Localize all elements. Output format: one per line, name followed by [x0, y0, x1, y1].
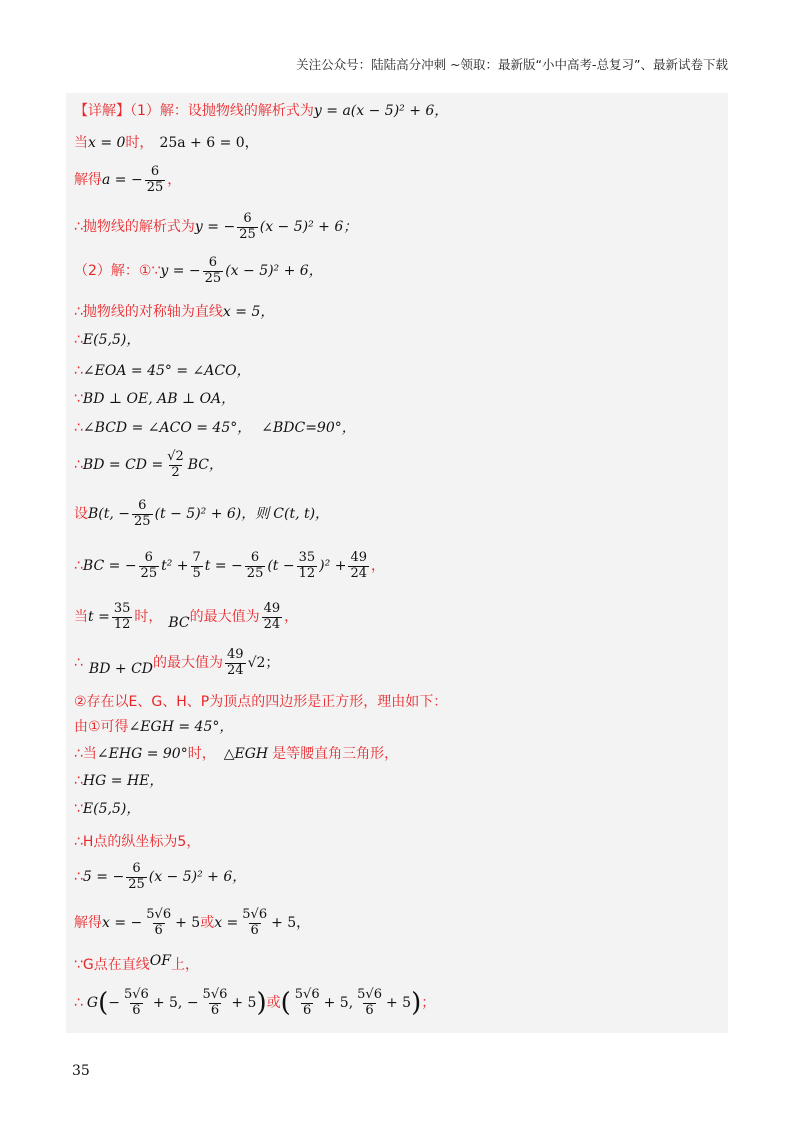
fraction [191, 551, 203, 582]
left-paren-icon: ( [98, 988, 109, 1019]
line-text: 时， [134, 609, 163, 626]
math-expr: x = [214, 915, 239, 932]
line-text: 解得 [74, 915, 102, 932]
line-text: ∴ [74, 995, 83, 1012]
fraction-denominator: 6 [154, 922, 163, 938]
fraction [203, 256, 224, 287]
fraction-denominator: 2 [171, 464, 180, 480]
fraction [112, 602, 133, 633]
fraction [225, 648, 246, 679]
solution-line-22 [74, 862, 246, 893]
fraction [165, 450, 186, 481]
solution-line-19 [74, 774, 163, 788]
math-expr: BC = − [82, 558, 137, 575]
solution-line-12 [74, 499, 329, 530]
math-expr: t = [88, 609, 110, 626]
math-expr: (x − 5)² + 6， [148, 869, 247, 886]
math-expr: √2； [247, 655, 280, 672]
fraction [262, 602, 283, 633]
line-text: ， [167, 172, 182, 189]
fraction-denominator: 6 [132, 1002, 141, 1018]
fraction-numerator: 6 [138, 498, 147, 513]
page-number: 35 [72, 1063, 90, 1079]
fraction-denominator: 25 [134, 513, 151, 529]
math-expr: y = − [160, 263, 201, 280]
math-expr: G [86, 995, 99, 1012]
math-expr: BD + CD [88, 661, 154, 678]
solution-line-13 [74, 551, 385, 582]
line-text: 当 [74, 609, 88, 626]
line-text: ∴当 [74, 746, 97, 762]
fraction [126, 862, 147, 893]
solution-line-6 [74, 305, 274, 319]
math-expr: + 5 [231, 995, 257, 1012]
fraction-numerator: 5√6 [294, 987, 320, 1002]
math-expr: x = 5， [222, 304, 275, 320]
line-text: 上， [170, 957, 199, 973]
math-expr: + 5 [175, 915, 201, 932]
fraction-denominator: 25 [246, 565, 264, 581]
math-expr: ∠EHG = 90° [96, 746, 188, 762]
fraction [297, 551, 318, 582]
fraction-numerator: 5√6 [357, 987, 382, 1002]
math-expr: E(5,5)， [82, 332, 141, 348]
fraction-numerator: 6 [150, 164, 160, 179]
math-expr: ∠BCD = ∠ACO = 45°， [82, 420, 252, 436]
fraction-denominator: 6 [250, 922, 259, 938]
fraction-numerator: √2 [167, 449, 184, 464]
fraction-numerator: 49 [263, 601, 281, 616]
line-text: 解得 [74, 172, 102, 189]
fraction [132, 499, 153, 530]
solution-line-23 [74, 908, 310, 939]
fraction-numerator: 5√6 [202, 987, 228, 1002]
solution-line-1 [74, 104, 448, 118]
fraction-denominator: 25 [239, 226, 256, 242]
solution-line-20 [74, 802, 140, 816]
math-expr: B(t, − [88, 506, 131, 523]
line-text: 是等腰直角三角形， [272, 746, 399, 762]
fraction [201, 988, 230, 1019]
math-expr: (x − 5)² + 6， [225, 263, 323, 280]
math-expr: + 5, − [152, 995, 199, 1012]
math-expr: x = − [102, 915, 143, 932]
solution-line-8 [74, 364, 251, 378]
math-expr: OF [149, 953, 171, 969]
fraction-denominator: 12 [298, 565, 316, 581]
math-expr: )² + [319, 558, 347, 575]
line-text: 设 [74, 506, 88, 523]
line-text: ∴ [74, 655, 83, 672]
fraction-denominator: 6 [365, 1002, 374, 1018]
math-expr: + 5, [323, 995, 354, 1012]
math-expr: − [108, 995, 120, 1012]
line-text: ∴抛物线的对称轴为直线 [74, 304, 223, 320]
fraction-numerator: 5√6 [242, 907, 268, 922]
fraction-numerator: 6 [144, 550, 153, 565]
line-text: （2）解：①∵ [74, 263, 161, 280]
math-expr: E(5,5)， [82, 801, 141, 817]
math-expr: BD = CD = [82, 457, 164, 474]
fraction [240, 908, 269, 939]
line-text: ∴ [74, 420, 83, 436]
math-expr: (x − 5)² + 6； [259, 219, 358, 236]
math-expr: BD ⊥ OE, AB ⊥ OA， [82, 391, 236, 407]
solution-line-5 [74, 256, 323, 287]
fraction [122, 988, 151, 1019]
fraction-numerator: 5√6 [146, 907, 172, 922]
fraction [144, 908, 173, 939]
line-text: ∵ [74, 391, 83, 407]
fraction-denominator: 25 [146, 179, 164, 195]
fraction-denominator: 25 [140, 565, 158, 581]
fraction-denominator: 5 [192, 565, 201, 581]
math-expr: ∠BDC=90°， [261, 420, 356, 436]
fraction-numerator: 49 [350, 550, 367, 565]
line-text: ∴ [74, 558, 83, 575]
line-text: ∴ [74, 363, 83, 379]
math-expr: 5 = − [82, 869, 125, 886]
fraction [355, 988, 384, 1019]
fraction [237, 212, 258, 243]
math-expr: (t − [267, 558, 295, 575]
math-expr: △EGH [223, 746, 269, 762]
solution-line-4 [74, 212, 357, 243]
solution-line-16 [74, 695, 447, 709]
fraction-denominator: 24 [350, 565, 367, 581]
math-expr: C(t, t)， [273, 506, 330, 523]
line-text: 由①可得 [74, 719, 129, 735]
line-text: ； [421, 995, 436, 1012]
fraction-denominator: 12 [113, 616, 131, 632]
right-paren-icon: ) [256, 988, 267, 1019]
solution-line-2 [74, 136, 259, 150]
fraction-numerator: 6 [250, 550, 260, 565]
line-text: ∴ [74, 457, 83, 474]
line-text: ②存在以E、G、H、P为顶点的四边形是正方形，理由如下： [74, 694, 448, 710]
fraction [348, 551, 369, 582]
line-text: 时， [125, 135, 154, 151]
math-expr: ∠EGH = 45°， [128, 719, 234, 735]
fraction-denominator: 24 [263, 616, 281, 632]
math-expr: 25a + 6 = 0， [159, 135, 259, 151]
fraction-numerator: 6 [208, 255, 218, 270]
math-expr: t² + [161, 558, 189, 575]
math-expr: + 5， [271, 915, 311, 932]
solution-line-15 [74, 648, 279, 679]
fraction [245, 551, 266, 582]
fraction [139, 551, 160, 582]
fraction-denominator: 6 [210, 1002, 220, 1018]
math-expr: + 5 [385, 995, 412, 1012]
line-text: 或 [266, 995, 281, 1012]
line-text: ∴H点的纵坐标为5， [74, 834, 201, 850]
solution-line-24 [74, 953, 199, 973]
solution-line-18 [74, 747, 398, 761]
math-expr: BC [168, 615, 190, 632]
fraction-denominator: 25 [204, 270, 222, 286]
math-expr: y = − [194, 219, 236, 236]
line-text: 时， [187, 746, 216, 762]
solution-line-7 [74, 333, 140, 347]
math-expr: y = a(x − 5)² + 6， [313, 103, 449, 119]
fraction-numerator: 35 [113, 601, 131, 616]
page-header: 关注公众号：陆陆高分冲刺 ~领取：最新版“小中高考-总复习”、最新试卷下载 [296, 57, 728, 72]
solution-line-17 [74, 720, 233, 734]
solution-line-11 [74, 450, 223, 481]
math-expr: x = 0 [88, 135, 126, 151]
left-paren-icon: ( [280, 988, 291, 1019]
line-text: 的最大值为 [189, 609, 260, 626]
math-expr: a = − [102, 172, 143, 189]
line-text: ∴抛物线的解析式为 [74, 219, 195, 236]
fraction-numerator: 49 [227, 647, 244, 662]
fraction-numerator: 6 [243, 211, 252, 226]
fraction-numerator: 6 [132, 861, 141, 876]
solution-line-21 [74, 835, 200, 849]
math-expr: t = − [204, 558, 243, 575]
math-expr: BC， [187, 457, 224, 474]
fraction-numerator: 35 [298, 550, 316, 565]
fraction-numerator: 5√6 [124, 987, 149, 1002]
fraction-denominator: 25 [128, 876, 145, 892]
fraction-denominator: 24 [227, 662, 244, 678]
solution-line-9 [74, 392, 235, 406]
solution-line-25 [74, 988, 435, 1019]
line-text: ∴ [74, 773, 83, 789]
line-text: 【详解】（1）解：设抛物线的解析式为 [74, 103, 314, 119]
line-text: ∴ [74, 332, 83, 348]
right-paren-icon: ) [411, 988, 422, 1019]
fraction [293, 988, 322, 1019]
fraction [145, 165, 166, 196]
line-text: 的最大值为 [153, 655, 224, 672]
solution-line-14 [74, 602, 298, 633]
line-text: ∴ [74, 869, 83, 886]
line-text: ∵ [74, 801, 83, 817]
fraction-numerator: 7 [192, 550, 201, 565]
line-text: ， [284, 609, 299, 626]
fraction-denominator: 6 [303, 1002, 312, 1018]
line-text: 当 [74, 135, 88, 151]
line-text: ∵G点在直线 [74, 957, 150, 973]
solution-line-10 [74, 421, 356, 435]
math-expr: HG = HE， [82, 773, 164, 789]
line-text: ， [370, 558, 385, 575]
math-expr: ∠EOA = 45° = ∠ACO， [82, 363, 251, 379]
line-text: 或 [200, 915, 215, 932]
math-expr: (t − 5)² + 6)，则 [154, 506, 270, 523]
solution-line-3 [74, 165, 181, 196]
